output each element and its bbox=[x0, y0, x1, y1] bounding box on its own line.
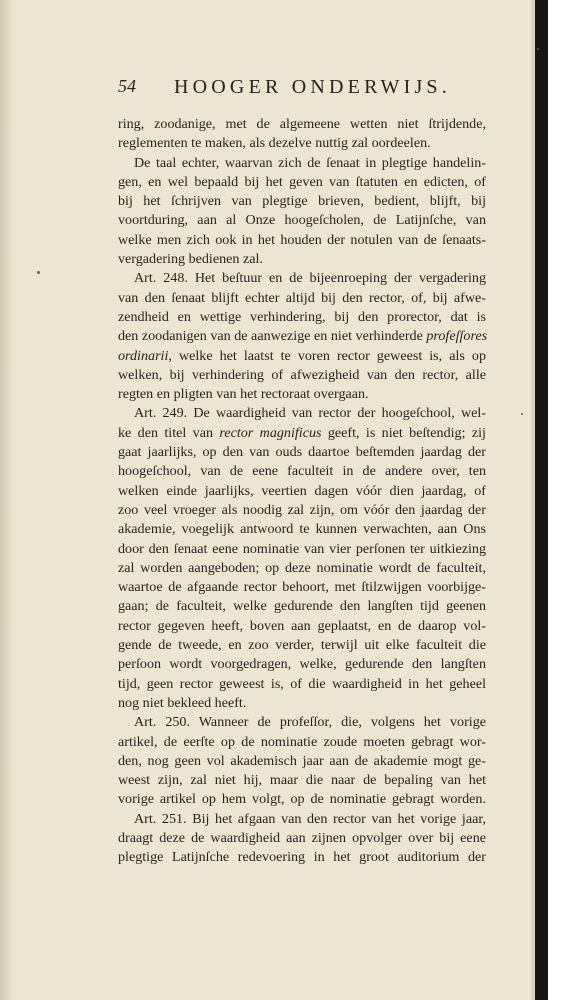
text-line: artikel, de eerſte op de nominatie zoude moeten gebragt wor- bbox=[118, 733, 486, 750]
text-line: nog niet bekleed heeft. bbox=[118, 694, 247, 711]
text-line: regten en pligten van het rectoraat overgaan. bbox=[118, 386, 369, 403]
text-line bbox=[118, 347, 486, 366]
running-title: HOOGER ONDERWIJS. bbox=[174, 76, 451, 98]
article-250-start: Art. 250. Wanneer de profeſſor, die, volgens het vorige bbox=[134, 714, 486, 731]
text-line: waartoe de afgaande rector behoort, met ſtilzwijgen voorbijge- bbox=[118, 579, 486, 596]
article-248-start: Art. 248. Het beſtuur en de bijeenroeping der vergadering bbox=[134, 270, 486, 287]
text-line: tijd, geen rector geweest is, of die waardigheid in het geheel bbox=[118, 675, 486, 692]
paper-speck bbox=[521, 413, 523, 415]
text-line: zendheid en wettige verhindering, bij den prorector, dat is bbox=[118, 308, 486, 325]
paragraph-start: De taal echter, waarvan zich de ſenaat in plegtige handelin- bbox=[134, 154, 486, 171]
text-line: gen, en wel bepaald bij het geven van ſtatuten en edicten, of bbox=[118, 173, 486, 190]
text-segment: geeft, is niet beſtendig; zij bbox=[327, 424, 486, 441]
text-line bbox=[118, 327, 486, 346]
text-line: perſoon wordt voorgedragen, welke, gedurende den langſten bbox=[118, 656, 486, 673]
text-segment: den zoodanigen van de aanwezige en niet verhinderde bbox=[118, 328, 423, 345]
italic-term: ordinarii bbox=[118, 347, 169, 364]
article-251-start: Art. 251. Bij het afgaan van den rector van het vorige jaar, bbox=[134, 810, 486, 827]
text-line: plegtige Latijnſche redevoering in het groot auditorium der bbox=[118, 849, 486, 866]
paper-speck bbox=[37, 271, 40, 274]
text-line: zoo veel vroeger als noodig zal zijn, om vóór den jaardag der bbox=[118, 501, 486, 518]
text-line: bij het ſchrijven van plegtige brieven, bedient, blijft, bij bbox=[118, 193, 486, 210]
text-line: welken einde jaarlijks, veertien dagen vóór dien jaardag, of bbox=[118, 482, 486, 499]
text-line: van den ſenaat blijft echter altijd bij den rector, of, bij afwe- bbox=[118, 289, 486, 306]
text-line: akademie, voegelijk antwoord te kunnen verwachten, aan Ons bbox=[118, 521, 486, 538]
italic-term: rector magnificus bbox=[219, 424, 322, 441]
article-249-start: Art. 249. De waardigheid van rector der hoogeſchool, wel- bbox=[134, 405, 486, 422]
page-edge-shadow bbox=[0, 0, 14, 1000]
text-segment: , welke het laatst te voren rector geweest is, als op bbox=[168, 347, 486, 364]
text-line: rector gegeven heeft, boven aan geplaatst, en de daarop vol- bbox=[118, 617, 486, 634]
text-line: ring, zoodanige, met de algemeene wetten niet ſtrijdende, bbox=[118, 116, 486, 132]
text-line: draagt deze de waardigheid aan zijnen opvolger over bij eene bbox=[118, 829, 486, 846]
paper-speck bbox=[537, 48, 539, 50]
text-line: gende de tweede, en zoo verder, terwijl uit elke faculteit die bbox=[118, 637, 486, 654]
text-line: zal worden aangeboden; op deze nominatie wordt de faculteit, bbox=[118, 559, 486, 576]
text-line: reglementen te maken, als dezelve nuttig zal oordeelen. bbox=[118, 135, 431, 152]
text-line: voortduring, aan al Onze hoogeſcholen, de Latijnſche, van bbox=[118, 212, 486, 229]
text-line: welke men zich ook in het houden der notulen van de ſenaats- bbox=[118, 231, 486, 248]
text-line: vergadering bedienen zal. bbox=[118, 251, 263, 268]
text-line: hoogeſchool, van de eene faculteit in de andere over, ten bbox=[118, 463, 486, 480]
italic-term: profeſſores bbox=[426, 328, 488, 345]
text-line: gaat jaarlijks, op den van ouds daartoe beſtemden jaardag der bbox=[118, 444, 486, 461]
text-line: door den ſenaat eene nominatie van vier perſonen ter uitkiezing bbox=[118, 540, 486, 557]
text-line: gaan; de faculteit, welke gedurende den langſten tijd geenen bbox=[118, 598, 486, 615]
text-line: vorige artikel op hem volgt, op de nominatie gebragt worden. bbox=[118, 791, 486, 808]
running-header bbox=[118, 76, 478, 102]
page-number: 54 bbox=[118, 76, 136, 96]
body-text bbox=[118, 115, 486, 868]
text-line: welken, bij verhindering of afwezigheid van den rector, alle bbox=[118, 366, 486, 383]
text-line bbox=[118, 424, 486, 443]
book-binding-edge bbox=[535, 0, 548, 1000]
text-segment: ke den titel van bbox=[118, 424, 213, 441]
text-line: den, nog geen vol akademisch jaar aan de akademie mogt ge- bbox=[118, 752, 486, 769]
text-line: weest zijn, zal niet hij, maar die naar de bepaling van het bbox=[118, 772, 486, 789]
